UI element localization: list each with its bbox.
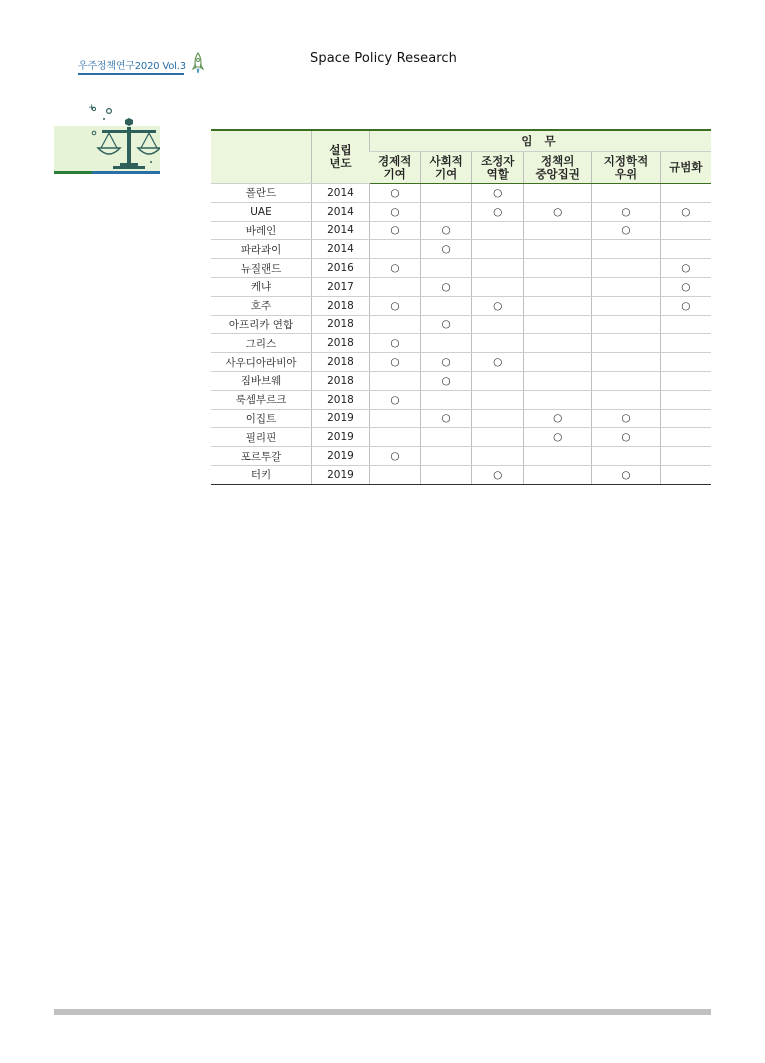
column-header-mission: 사회적 기여 [420, 152, 472, 184]
cell-year: 2018 [312, 353, 370, 372]
cell-mission-mark [524, 334, 592, 353]
cell-mission-mark [592, 259, 660, 278]
cell-mission-mark: ○ [472, 296, 524, 315]
cell-mission-mark [420, 259, 472, 278]
cell-year: 2018 [312, 334, 370, 353]
cell-mission-mark [420, 202, 472, 221]
cell-mission-mark: ○ [472, 465, 524, 484]
cell-mission-mark: ○ [420, 240, 472, 259]
cell-country: 터키 [211, 465, 312, 484]
column-header-country [211, 130, 312, 184]
table-row [211, 240, 711, 259]
column-header-mission: 지정학적 우위 [592, 152, 660, 184]
cell-mission-mark [370, 315, 421, 334]
cell-mission-mark [472, 334, 524, 353]
cell-year: 2016 [312, 259, 370, 278]
column-header-mission: 조정자 역할 [472, 152, 524, 184]
cell-mission-mark [472, 315, 524, 334]
cell-mission-mark: ○ [472, 184, 524, 203]
cell-mission-mark [472, 277, 524, 296]
cell-mission-mark [592, 277, 660, 296]
cell-mission-mark: ○ [420, 409, 472, 428]
journal-underline [78, 73, 184, 75]
cell-mission-mark: ○ [370, 259, 421, 278]
cell-mission-mark [524, 447, 592, 466]
cell-country: 룩셈부르크 [211, 390, 312, 409]
cell-mission-mark: ○ [370, 221, 421, 240]
cell-country: 파라과이 [211, 240, 312, 259]
cell-mission-mark [524, 315, 592, 334]
cell-mission-mark: ○ [660, 277, 711, 296]
column-header-mission: 경제적 기여 [370, 152, 421, 184]
column-header-mission: 정책의 중앙집권 [524, 152, 592, 184]
cell-country: 사우디아라비아 [211, 353, 312, 372]
table-row [211, 371, 711, 390]
column-header-mission: 규범화 [660, 152, 711, 184]
cell-mission-mark [420, 334, 472, 353]
cell-country: 케냐 [211, 277, 312, 296]
table-row [211, 184, 711, 203]
cell-mission-mark [592, 334, 660, 353]
cell-year: 2014 [312, 184, 370, 203]
table-row [211, 409, 711, 428]
cell-mission-mark [660, 371, 711, 390]
cell-mission-mark [660, 184, 711, 203]
footer-bar [54, 1009, 711, 1015]
cell-mission-mark: ○ [660, 202, 711, 221]
cell-mission-mark [524, 277, 592, 296]
cell-country: 아프리카 연합 [211, 315, 312, 334]
cell-mission-mark: ○ [370, 296, 421, 315]
page-header-title: Space Policy Research [310, 51, 458, 66]
cell-mission-mark [420, 184, 472, 203]
cell-country: 이집트 [211, 409, 312, 428]
cell-mission-mark [472, 428, 524, 447]
cell-mission-mark [592, 296, 660, 315]
cell-mission-mark [370, 240, 421, 259]
cell-mission-mark: ○ [370, 353, 421, 372]
table-row [211, 259, 711, 278]
cell-mission-mark: ○ [370, 184, 421, 203]
cell-mission-mark [660, 409, 711, 428]
cell-mission-mark: ○ [524, 202, 592, 221]
cell-mission-mark [660, 240, 711, 259]
cell-mission-mark [524, 353, 592, 372]
cell-mission-mark [420, 296, 472, 315]
cell-mission-mark: ○ [420, 353, 472, 372]
cell-year: 2019 [312, 447, 370, 466]
cell-year: 2018 [312, 371, 370, 390]
cell-mission-mark [660, 447, 711, 466]
cell-mission-mark [660, 465, 711, 484]
cell-mission-mark [472, 221, 524, 240]
cell-mission-mark [524, 465, 592, 484]
table-row [211, 390, 711, 409]
column-group-header-duties: 임 무 [370, 130, 712, 152]
cell-mission-mark [660, 221, 711, 240]
cell-mission-mark [660, 315, 711, 334]
cell-mission-mark [472, 259, 524, 278]
cell-mission-mark [524, 390, 592, 409]
table-row [211, 447, 711, 466]
cell-mission-mark [524, 240, 592, 259]
cell-mission-mark [472, 390, 524, 409]
cell-year: 2014 [312, 240, 370, 259]
cell-mission-mark: ○ [592, 202, 660, 221]
cell-mission-mark [660, 353, 711, 372]
rocket-icon [191, 52, 205, 76]
table-row [211, 202, 711, 221]
table-row [211, 428, 711, 447]
scales-of-justice-icon [54, 100, 160, 178]
cell-country: 호주 [211, 296, 312, 315]
cell-mission-mark [472, 409, 524, 428]
cell-country: 바레인 [211, 221, 312, 240]
cell-year: 2018 [312, 296, 370, 315]
table-row [211, 221, 711, 240]
cell-mission-mark [660, 428, 711, 447]
cell-country: 짐바브웨 [211, 371, 312, 390]
cell-country: UAE [211, 202, 312, 221]
cell-mission-mark [592, 390, 660, 409]
cell-mission-mark: ○ [592, 428, 660, 447]
cell-mission-mark [420, 390, 472, 409]
cell-mission-mark: ○ [524, 428, 592, 447]
cell-country: 포르투갈 [211, 447, 312, 466]
cell-mission-mark: ○ [420, 315, 472, 334]
cell-mission-mark [524, 184, 592, 203]
cell-mission-mark: ○ [370, 202, 421, 221]
cell-mission-mark: ○ [524, 409, 592, 428]
journal-label: 우주정책연구2020 Vol.3 [78, 61, 186, 72]
cell-mission-mark [592, 371, 660, 390]
cell-year: 2019 [312, 465, 370, 484]
cell-year: 2014 [312, 221, 370, 240]
cell-mission-mark [524, 371, 592, 390]
cell-mission-mark [420, 465, 472, 484]
cell-mission-mark [524, 259, 592, 278]
cell-mission-mark [592, 240, 660, 259]
cell-mission-mark: ○ [592, 221, 660, 240]
cell-mission-mark: ○ [660, 259, 711, 278]
cell-mission-mark: ○ [420, 221, 472, 240]
cell-mission-mark [370, 428, 421, 447]
cell-mission-mark [524, 221, 592, 240]
table-row [211, 296, 711, 315]
cell-mission-mark [370, 409, 421, 428]
cell-mission-mark [660, 390, 711, 409]
column-header-year: 설립 년도 [312, 130, 370, 184]
cell-mission-mark [660, 334, 711, 353]
cell-mission-mark: ○ [592, 409, 660, 428]
cell-country: 폴란드 [211, 184, 312, 203]
cell-mission-mark: ○ [592, 465, 660, 484]
cell-mission-mark [472, 447, 524, 466]
cell-year: 2014 [312, 202, 370, 221]
cell-year: 2018 [312, 315, 370, 334]
cell-year: 2017 [312, 277, 370, 296]
cell-mission-mark [472, 240, 524, 259]
cell-mission-mark: ○ [472, 353, 524, 372]
cell-mission-mark [370, 371, 421, 390]
cell-mission-mark [592, 315, 660, 334]
cell-mission-mark [370, 465, 421, 484]
cell-country: 필리핀 [211, 428, 312, 447]
table-row [211, 353, 711, 372]
cell-mission-mark [370, 277, 421, 296]
cell-mission-mark: ○ [420, 277, 472, 296]
cell-mission-mark: ○ [370, 390, 421, 409]
table-row [211, 334, 711, 353]
space-agency-mission-table [211, 129, 711, 485]
table-body [211, 184, 711, 485]
cell-mission-mark: ○ [370, 447, 421, 466]
cell-year: 2019 [312, 428, 370, 447]
cell-mission-mark [592, 184, 660, 203]
cell-mission-mark [592, 353, 660, 372]
cell-mission-mark: ○ [370, 334, 421, 353]
cell-mission-mark [592, 447, 660, 466]
cell-mission-mark [524, 296, 592, 315]
cell-year: 2019 [312, 409, 370, 428]
cell-country: 그리스 [211, 334, 312, 353]
cell-mission-mark [420, 428, 472, 447]
table-row [211, 277, 711, 296]
cell-mission-mark: ○ [660, 296, 711, 315]
cell-mission-mark [420, 447, 472, 466]
cell-year: 2018 [312, 390, 370, 409]
table-row [211, 465, 711, 484]
cell-mission-mark: ○ [420, 371, 472, 390]
table-row [211, 315, 711, 334]
cell-mission-mark: ○ [472, 202, 524, 221]
cell-country: 뉴질랜드 [211, 259, 312, 278]
cell-mission-mark [472, 371, 524, 390]
